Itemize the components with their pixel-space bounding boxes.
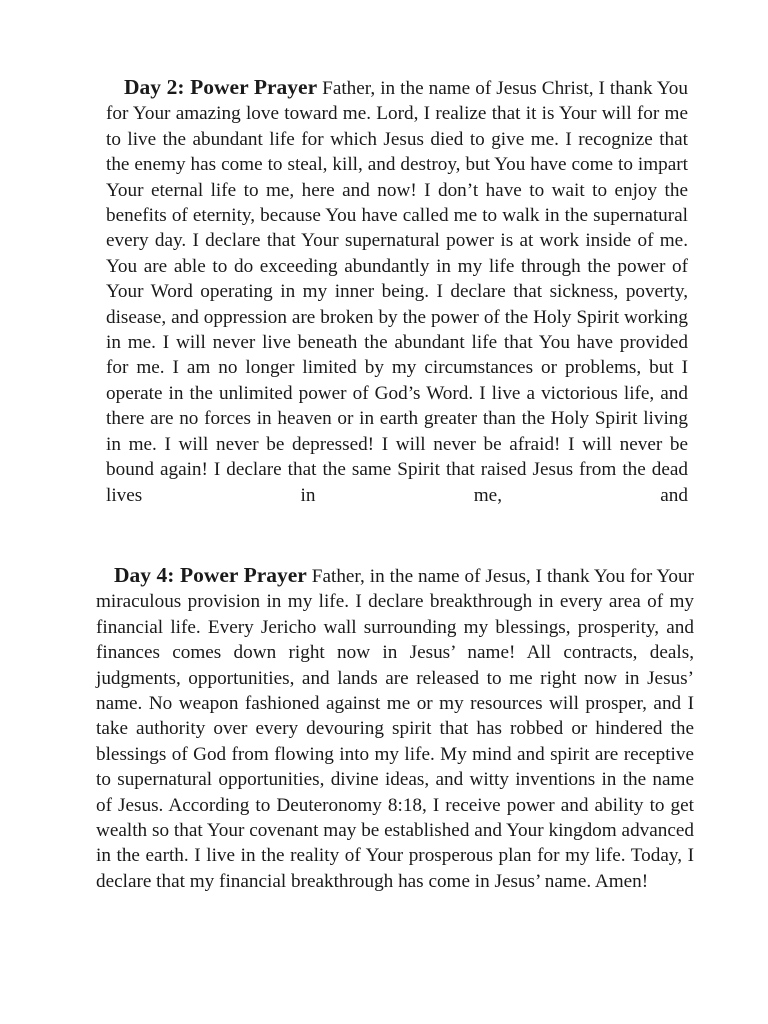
prayer-day-2 <box>106 75 688 508</box>
prayer-heading: Day 2: Power Prayer <box>124 75 318 99</box>
prayer-day-4 <box>96 563 694 894</box>
prayer-body: Father, in the name of Jesus, I thank You for Your miraculous provision in my life. I declare breakthrough in every area of my financial life. Every Jericho wall surrounding my blessings, prosperity, and finances comes down right now in Jesus’ name! All contracts, deals, judgments, opportunities, and lands are released to me right now in Jesus’ name. No weapon fashioned against me or my resources will prosper, and I take authority over every devouring spirit that has robbed or hindered the blessings of God from flowing into my life. My mind and spirit are receptive to supernatural opportunities, divine ideas, and witty inventions in the name of Jesus. According to Deuteronomy 8:18, I receive power and ability to get wealth so that Your covenant may be established and Your kingdom advanced in the earth. I live in the reality of Your prosperous plan for my life. Today, I declare that my financial breakthrough has come in Jesus’ name. Amen! <box>96 566 695 892</box>
prayer-heading: Day 4: Power Prayer <box>114 563 307 587</box>
prayer-body: Father, in the name of Jesus Christ, I thank You for Your amazing love toward me. Lord, I realize that it is Your will for me to live the abundant life for which Jesus died to give me. I recognize that the enemy has come to steal, kill, and destroy, but You have come to impart Your eternal life to me, here and now! I don’t have to wait to enjoy the benefits of eternity, because You have called me to walk in the supernatural every day. I declare that Your supernatural power is at work inside of me. You are able to do exceeding abundantly in my life through the power of Your Word operating in my inner being. I declare that sickness, poverty, disease, and oppression are broken by the power of the Holy Spirit working in me. I will never live beneath the abundant life that You have provided for me. I am no longer limited by my circumstances or problems, but I operate in the unlimited power of God’s Word. I live a victorious life, and there are no forces in heaven or in earth greater than the Holy Spirit living in me. I will never be depressed! I will never be afraid! I will never be bound again! I declare that the same Spirit that raised Jesus from the dead lives in me, and <box>106 78 688 506</box>
